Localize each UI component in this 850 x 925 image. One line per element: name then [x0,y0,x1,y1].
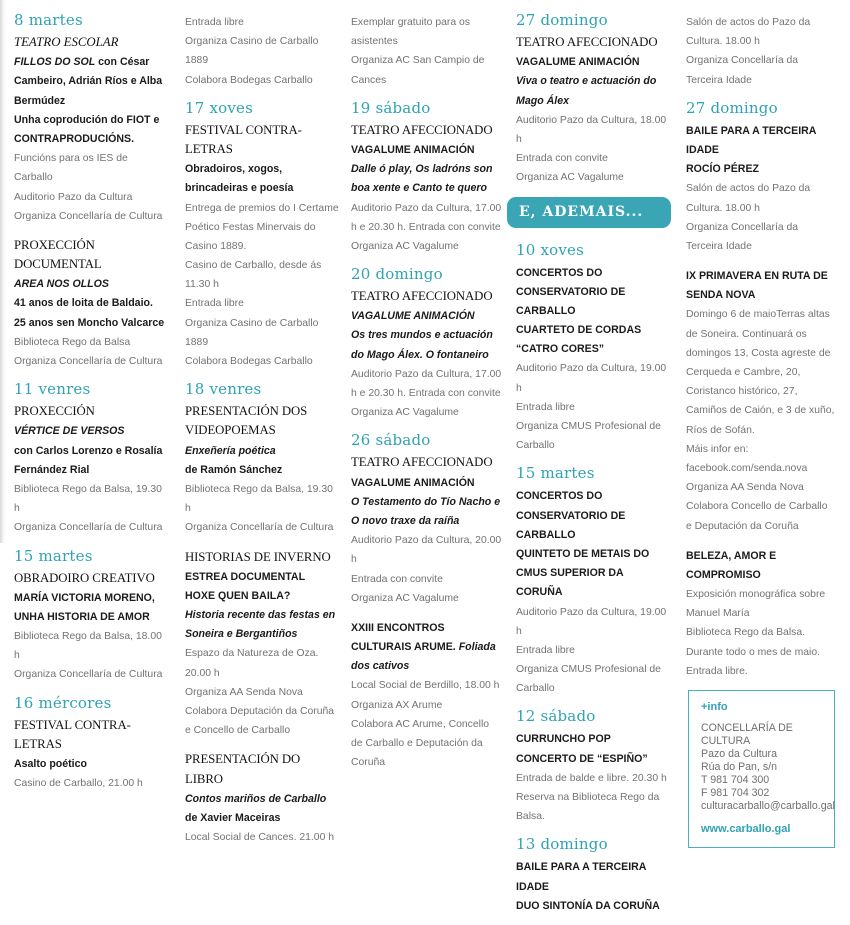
event-text-segment: ROCÍO PÉREZ [686,163,759,176]
event-block [686,11,836,88]
scan-edge-shadow [0,0,5,543]
event-text-segment: DUO SINTONÍA DA CORUÑA [516,899,660,912]
event-text-segment: TEATRO ESCOLAR [14,35,119,49]
event-text-line [516,396,668,415]
event-text-segment: Colabora Deputación da Coruña e Concello de Carballo [185,706,335,737]
event-text-segment: Organiza Casino de Carballo 1889 [185,317,319,348]
event-block [516,11,668,186]
event-text-line [351,49,503,87]
event-text-segment: TEATRO AFECCIONADO [351,289,493,304]
event-text-line [351,305,503,324]
event-text-line [14,401,166,420]
event-text-line [185,788,339,807]
event-text-segment: de Xavier Maceiras [185,811,281,824]
event-text-line [351,568,503,587]
event-text-segment: FESTIVAL CONTRA-LETRAS [185,122,302,156]
event-text-line [14,420,166,439]
event-date: 12 sábado [516,707,596,726]
event-text-segment: Funcións para os IES de Carballo [14,153,128,184]
event-block [14,547,166,683]
event-text-line [14,663,166,682]
info-contact-line: culturacarballo@carballo.gal [701,800,835,812]
event-text-segment: Os tres mundos e actuación do Mago Álex. O fontaneiro [351,329,493,361]
event-text-line [185,547,339,566]
event-text-segment: Local Social de Berdillo, 18.00 h [351,680,500,692]
event-text-segment: Organiza AC Vagalume [351,240,459,252]
event-text-segment: Organiza AC San Campio de Cances [351,55,485,86]
event-text-segment: Biblioteca Rego da Balsa. Durante todo o mes de maio. Entrada libre. [686,627,820,677]
event-date: 10 xoves [516,240,584,259]
event-text-line [14,292,166,330]
event-text-segment: Organiza CMUS Profesional de Carballo [516,664,661,695]
event-text-segment: PROXECCIÓN DOCUMENTAL [14,237,102,272]
event-text-line [351,694,503,713]
event-text-line [686,583,836,621]
event-block [185,11,339,88]
info-contact-line: CONCELLARÍA DE CULTURA [701,722,793,747]
event-block [351,265,503,420]
event-text-line [185,826,339,845]
event-text-line [686,621,836,679]
event-text-line [686,216,836,254]
event-text-line [516,262,668,320]
event-text-segment: VAGALUME ANIMACIÓN [351,476,475,489]
event-block [516,241,668,454]
event-text-segment: Organiza Casino de Carballo 1889 [185,36,319,67]
event-text-line [516,748,668,767]
event-text-segment: de Ramón Sánchez [185,463,283,476]
event-text-line [14,273,166,292]
event-text-line [686,303,836,437]
event-text-segment: Organiza AC Vagalume [351,407,459,419]
event-block [686,99,836,254]
event-text-segment: Historia recente das festas en Soneira e Bergantiños [185,609,336,641]
event-text-line [14,715,166,753]
event-date: 15 martes [14,546,93,565]
event-text-line [686,476,836,495]
event-text-line [686,49,836,87]
event-text-line [185,642,339,680]
event-text-line [516,543,668,601]
event-text-line [516,485,668,543]
event-text-line [14,753,166,772]
program-column-1 [14,11,166,802]
event-text-line [185,30,339,68]
event-text-segment: Biblioteca Rego da Balsa, 19.30 h [14,483,162,515]
event-text-segment: Organiza Concellaría de Cultura [14,210,163,222]
event-text-segment: Colabora Concello de Carballo e Deputación da Coruña [686,501,828,532]
event-text-segment: BAILE PARA A TERCEIRA IDADE [516,861,647,893]
event-text-segment: 41 anos de loita de Baldaio. 25 anos sen Moncho Valcarce [14,297,165,329]
event-block [185,99,339,369]
event-text-segment: XXIII ENCONTROS CULTURAIS ARUME. [351,621,459,654]
event-text-segment: Domingo 6 de maioTerras altas de Soneira. Continuará os domingos 13, Costa agreste de Cerqueda e Cambre, 20, Coristanco histórico, 27, Camiños de Caión, e 3 de xuño, Ríos de Sofán. [686,309,835,436]
event-text-line [185,681,339,700]
event-date: 8 martes [14,11,83,29]
event-text-line [14,147,166,185]
event-block [686,265,836,534]
event-text-segment: Colabora Bodegas Carballo [185,356,313,367]
event-block [14,11,166,224]
event-text-line [351,286,503,305]
event-text-line [185,700,339,738]
program-column-3 [351,11,503,781]
event-date: 17 xoves [185,98,253,117]
event-block [14,235,166,369]
event-text-line [185,478,339,516]
event-text-segment: Obradoiros, xogos, brincadeiras e poesía [185,163,294,195]
event-text-line [516,51,668,70]
event-text-line [351,401,503,420]
event-text-line [351,472,503,491]
event-text-line [14,51,166,109]
event-text-line [516,856,668,894]
event-block [686,545,836,679]
event-date: 15 martes [516,464,595,483]
event-text-segment: HISTORIAS DE INVERNO [185,549,331,564]
event-text-segment: OBRADOIRO CREATIVO [14,570,155,585]
event-text-segment: Colabora AC Arume, Concello de Carballo e Deputación da Coruña [351,718,490,769]
event-block [14,694,166,792]
event-text-line [516,32,668,51]
event-text-line [185,749,339,787]
event-text-line [516,319,668,357]
event-text-segment: VAGALUME ANIMACIÓN [351,143,475,156]
event-text-segment: Auditorio Pazo da Cultura, 17.00 h e 20.30 h. Entrada con convite [351,202,502,233]
event-text-segment: BAILE PARA A TERCEIRA IDADE [686,124,817,156]
event-text-line [185,350,339,369]
event-text-segment: Local Social de Cances. 21.00 h [185,832,335,844]
event-text-segment: Casino de Carballo, 21.00 h [14,778,143,790]
event-text-segment: Espazo da Natureza de Oza. 20.00 h [185,648,319,679]
event-text-segment: Organiza Concellaría da Terceira Idade [686,55,799,86]
event-text-line [351,139,503,158]
event-text-segment: Entrada de balde e libre. 20.30 h [516,772,667,784]
event-text-line [185,401,339,439]
event-text-line [351,120,503,139]
event-text-segment: Entrada con convite [516,153,608,165]
event-text-segment: Biblioteca Rego da Balsa, 19.30 h [185,483,333,515]
program-column-4 [516,11,668,925]
event-text-segment: TEATRO AFECCIONADO [516,35,658,49]
event-text-line [351,11,503,49]
event-text-line [351,674,503,693]
event-block [516,464,668,696]
event-text-segment: Auditorio Pazo da Cultura, 19.00 h [516,363,667,394]
event-text-line [686,158,836,177]
event-text-segment: Unha coprodución do FIOT e CONTRAPRODUCIÓNS. [14,113,160,145]
event-text-line [686,120,836,158]
event-date: 16 mércores [14,693,112,712]
event-text-line [351,713,503,771]
event-text-segment: CONCERTOS DO CONSERVATORIO DE CARBALLO [516,490,626,541]
event-text-line [516,166,668,185]
more-info-label: +info [701,701,728,713]
event-text-segment: Organiza AX Arume [351,699,443,711]
event-date: 27 domingo [686,98,778,117]
event-text-line [351,529,503,567]
event-text-segment: Auditorio Pazo da Cultura, 18.00 h [516,114,667,145]
event-text-segment: Exposición monográfica sobre Manuel María [686,589,826,620]
event-text-line [185,254,339,292]
event-text-line [686,457,836,476]
event-text-line [14,235,166,273]
program-column-2 [185,11,339,856]
event-text-line [516,147,668,166]
event-text-line [14,205,166,224]
event-text-segment: con Carlos Lorenzo e Rosalía Fernández Rial [14,444,163,476]
event-block [516,835,668,914]
event-block [516,707,668,824]
event-text-line [351,235,503,254]
event-text-line [351,617,503,675]
event-text-line [14,440,166,478]
event-text-line [14,331,166,350]
event-text-line [686,177,836,215]
event-text-segment: Asalto poético [14,758,87,770]
event-text-line [185,440,339,459]
event-text-line [14,32,166,51]
info-contact-line: Rúa do Pan, s/n [701,761,777,773]
event-text-segment: VAGALUME ANIMACIÓN [516,56,640,69]
event-text-line [185,11,339,30]
event-text-segment: Organiza CMUS Profesional de Carballo [516,421,661,452]
event-text-segment: MARÍA VICTORIA MORENO, UNHA HISTORIA DE AMOR [14,591,155,623]
event-text-segment: Auditorio Pazo da Cultura [14,191,133,203]
event-text-segment: Entrada libre [185,298,244,310]
event-text-segment: Organiza Concellaría de Cultura [14,669,163,681]
event-date: 20 domingo [351,265,443,284]
event-text-line [185,807,339,826]
event-text-segment: Entrada con convite [351,573,443,585]
event-text-segment: Organiza Concellaría da Terceira Idade [686,221,799,252]
event-text-segment: CURRUNCHO POP [516,733,611,746]
event-text-segment: PROXECCIÓN [14,404,95,419]
event-text-line [516,109,668,147]
event-text-line [516,658,668,696]
event-text-line [516,357,668,395]
event-text-segment: PRESENTACIÓN DO LIBRO [185,752,301,786]
event-text-line [14,516,166,535]
event-block [185,547,339,739]
event-text-segment: FILLOS DO SOL [14,56,96,69]
event-text-line [516,895,668,914]
event-date: 26 sábado [351,431,431,450]
event-text-line [516,728,668,747]
event-text-segment: Entrega de premios do I Certame Poético Festas Minervais do Casino 1889. [185,202,339,252]
event-text-segment: Organiza AC Vagalume [351,592,459,604]
event-text-line [14,350,166,369]
event-text-line [516,639,668,658]
event-text-segment: Organiza AC Vagalume [516,172,624,184]
e-ademais-banner: E, ADEMAIS... [507,197,671,228]
event-text-segment: CUARTETO DE CORDAS “CATRO CORES” [516,324,642,356]
event-text-line [185,120,339,158]
event-date: 18 venres [185,380,262,399]
event-text-line [185,197,339,255]
event-date: 27 domingo [516,11,608,29]
event-block [351,11,503,88]
event-text-line [14,772,166,791]
event-text-segment: VAGALUME ANIMACIÓN [351,310,475,323]
event-text-line [14,478,166,516]
event-text-segment: Foliada dos cativos [351,641,496,673]
event-text-line [686,265,836,303]
event-text-line [185,69,339,88]
event-text-segment: CONCERTOS DO CONSERVATORIO DE CARBALLO [516,266,626,317]
event-text-segment: Exemplar gratuito para os asistentes [351,17,470,48]
program-column-5 [686,11,836,848]
event-text-line [185,604,339,642]
event-text-segment: Entrada libre [516,401,575,413]
event-text-segment: Enxeñería poética [185,444,276,457]
event-text-segment: Máis infor en: [686,443,749,455]
event-text-line [516,415,668,453]
event-text-segment: Salón de actos do Pazo da Cultura. 18.00 h [686,183,811,214]
event-text-segment: Organiza Concellaría de Cultura [14,522,163,534]
event-text-segment: facebook.com/senda.nova [686,462,808,474]
event-text-line [516,70,668,108]
event-text-segment: Auditorio Pazo da Cultura, 19.00 h [516,606,667,637]
event-text-line [686,545,836,583]
event-text-segment: Organiza Concellaría de Cultura [185,522,334,534]
event-text-line [351,197,503,235]
event-text-segment: Organiza Concellaría de Cultura [14,356,163,367]
event-text-segment: BELEZA, AMOR E COMPROMISO [686,549,777,581]
event-text-segment: O Testamento do Tío Nacho e O novo traxe da raíña [351,495,501,527]
event-block [185,749,339,845]
event-text-line [686,438,836,457]
event-text-line [516,601,668,639]
event-text-segment: TEATRO AFECCIONADO [351,122,493,137]
event-text-line [185,585,339,604]
event-text-segment: Contos mariños de Carballo [185,792,327,805]
event-text-line [185,292,339,311]
event-text-line [14,587,166,625]
event-block [351,431,503,606]
event-text-segment: Organiza AA Senda Nova [185,686,303,698]
event-text-line [185,158,339,196]
event-text-segment: HOXE QUEN BAILA? [185,589,291,602]
event-text-line [686,11,836,49]
event-block [351,99,503,254]
event-text-segment: Biblioteca Rego da Balsa, 18.00 h [14,631,162,662]
event-text-segment: ESTREA DOCUMENTAL [185,570,306,583]
info-contact-box [688,690,835,848]
event-text-segment: Dalle ó play, Os ladróns son boa xente e Canto te quero [351,163,493,195]
event-text-segment: Organiza AA Senda Nova [686,482,804,494]
event-text-line [351,452,503,471]
event-text-line [351,158,503,196]
event-date: 13 domingo [516,835,608,854]
event-text-segment: PRESENTACIÓN DOS VIDEOPOEMAS [185,404,308,438]
event-text-line [14,625,166,663]
event-text-segment: Entrada libre [516,644,575,656]
event-text-segment: TEATRO AFECCIONADO [351,455,493,470]
event-text-line [14,109,166,147]
event-text-line [351,491,503,529]
event-text-segment: IX PRIMAVERA EN RUTA DE SENDA NOVA [686,270,828,302]
event-text-segment: VÉRTICE DE VERSOS [14,425,125,438]
event-block [185,380,339,535]
event-text-line [351,324,503,362]
event-text-segment: QUINTETO DE METAIS DO CMUS SUPERIOR DA CORUÑA [516,547,650,599]
event-text-segment: FESTIVAL CONTRA-LETRAS [14,717,131,751]
event-text-line [14,186,166,205]
event-text-line [686,495,836,533]
event-text-segment: AREA NOS OLLOS [14,278,109,291]
event-text-segment: Auditorio Pazo da Cultura, 17.00 h e 20.30 h. Entrada con convite [351,368,502,399]
event-text-segment: Biblioteca Rego da Balsa [14,336,131,348]
event-text-line [185,516,339,535]
event-date: 11 venres [14,380,91,399]
event-text-line [185,312,339,350]
event-text-line [351,587,503,606]
event-text-line [185,459,339,478]
info-contact-line: Pazo da Cultura [701,748,777,760]
event-text-line [516,786,668,824]
event-text-segment: Entrada libre [185,17,244,28]
event-text-segment: Viva o teatro e actuación do Mago Álex [516,75,657,107]
event-block [351,617,503,771]
event-text-line [351,363,503,401]
event-text-segment: Auditorio Pazo da Cultura, 20.00 h [351,535,502,566]
website-link: www.carballo.gal [701,823,791,835]
event-text-segment: con César Cambeiro, Adrián Ríos e Alba Bermúdez [14,56,163,107]
event-text-segment: Reserva na Biblioteca Rego da Balsa. [516,792,660,823]
event-text-line [516,767,668,786]
event-text-segment: CONCERTO DE “ESPIÑO” [516,752,648,765]
event-text-segment: Salón de actos do Pazo da Cultura. 18.00 h [686,17,811,48]
event-text-segment: Casino de Carballo, desde ás 11.30 h [185,260,322,291]
event-text-line [14,568,166,587]
info-contact-line: F 981 704 302 [701,787,770,799]
event-text-segment: Colabora Bodegas Carballo [185,74,313,86]
event-date: 19 sábado [351,98,431,117]
event-text-line [185,566,339,585]
event-block [14,380,166,535]
info-contact-line: T 981 704 300 [701,774,770,786]
